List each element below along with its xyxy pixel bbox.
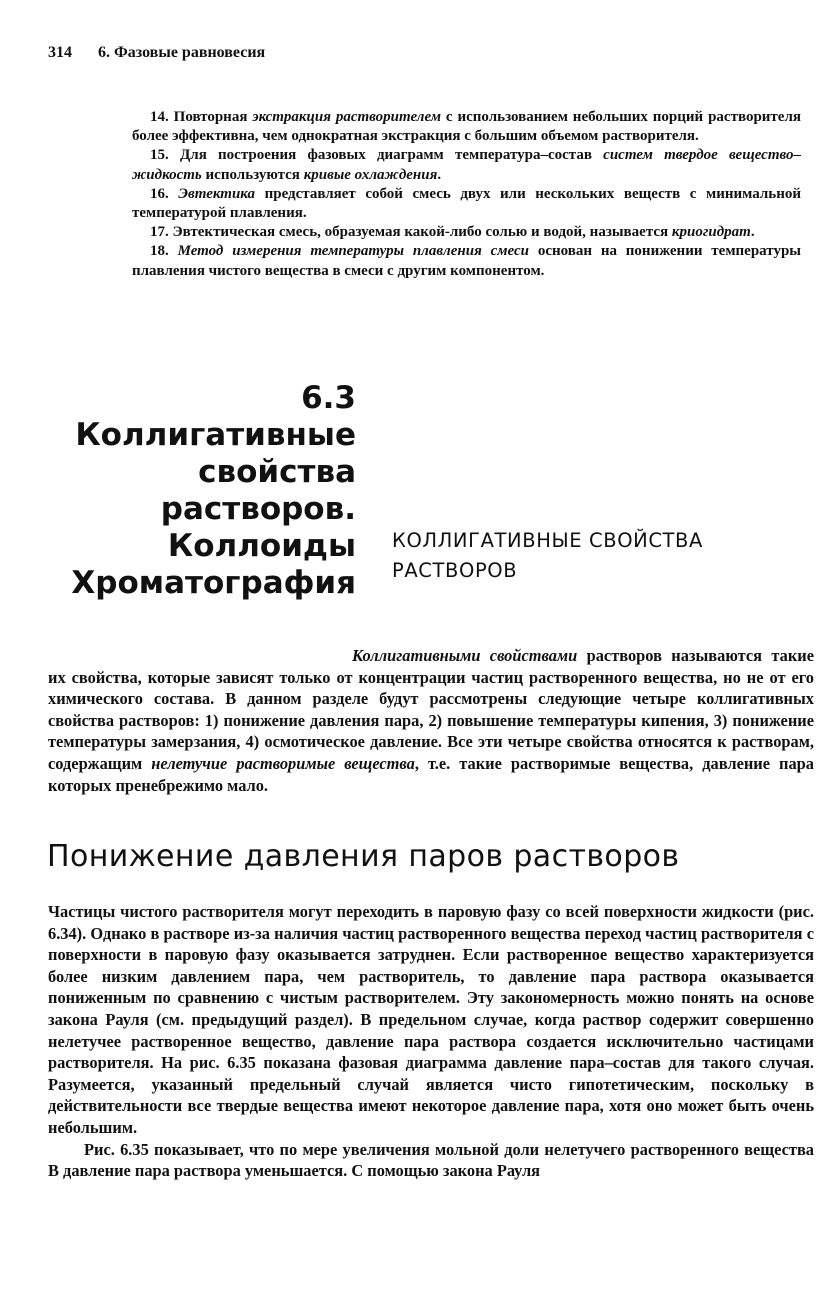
intro-paragraph: Коллигативными свойствами растворов называются такие их свойства, которые зависят только от концентрации частиц растворенного вещества, но не от его химического состава. В данном разделе будут рассмотрены следующие четыре коллигативных свойства растворов: 1) понижение давления пара, 2) повышение температуры кипения, 3) понижение температуры замерзания, 4) осмотическое давление. Все эти четыре свойства относятся к растворам, содержащим нелетучие растворимые вещества, т.е. такие растворимые вещества, давление пара которых пренебрежимо мало. [48, 646, 814, 795]
section-title-line: растворов. [160, 491, 356, 527]
summary-item-18: 18. Метод измерения температуры плавления смеси основан на понижении температуры плавления чистого вещества в смеси с другим компонентом. [132, 243, 802, 279]
section-title-line: Коллоиды [167, 528, 356, 564]
summary-item-16: 16. Эвтектика представляет собой смесь двух или нескольких веществ с минимальной температурой плавления. [132, 185, 802, 222]
section-title-line: Коллигативные [75, 417, 356, 453]
summary-item-14: 14. Повторная экстракция растворителем с использованием небольших порций растворителя более эффективна, чем однократная экстракция с большим объемом растворителя. [132, 109, 801, 145]
section-title-line: свойства [198, 454, 356, 490]
paragraph: Рис. 6.35 показывает, что по мере увеличения мольной доли нелетучего растворенного вещества B давление пара раствора уменьшается. С помощью закона Рауля [48, 1139, 814, 1181]
summary-item-17: 17. Эвтектическая смесь, образуемая какой-либо солью и водой, называется криогидрат. [150, 224, 755, 241]
subsection-heading-line: КОЛЛИГАТИВНЫЕ СВОЙСТВА [392, 529, 703, 552]
subsection-title: Понижение давления паров растворов [47, 839, 680, 874]
subsection-heading-line: РАСТВОРОВ [392, 559, 518, 582]
page-number: 314 [48, 44, 72, 61]
chapter-title: 6. Фазовые равновесия [98, 44, 266, 61]
paragraph: Частицы чистого растворителя могут переходить в паровую фазу со всей поверхности жидкости (рис. 6.34). Однако в растворе из-за наличия частиц растворенного вещества переход частиц растворителя с поверхности в паровую фазу оказывается затруднен. Если растворенное вещество характеризуется более низким давлением пара, чем растворитель, то давление пара раствора оказывается пониженным по сравнению с чистым растворителем. Эту закономерность можно понять на основе закона Рауля (см. предыдущий раздел). В предельном случае, когда раствор содержит совершенно нелетучее растворенное вещество, давление пара раствора создается исключительно частицами растворителя. На рис. 6.35 показана фазовая диаграмма давление пара–состав для такого случая. Разумеется, указанный предельный случай является чисто гипотетическим, поскольку в действительности все твердые вещества имеют некоторое давление пара, хотя оно может быть очень небольшим. [48, 902, 814, 1137]
section-heading [40, 380, 356, 602]
term-colligative: Коллигативными свойствами [352, 646, 578, 665]
section-number: 6.3 [301, 380, 356, 416]
body-text [48, 901, 814, 1182]
subsection-heading [392, 526, 703, 586]
section-title-line: Хроматография [71, 565, 356, 601]
running-header [48, 44, 265, 62]
summary-list [132, 108, 801, 281]
term-nonvolatile: нелетучие растворимые вещества [151, 753, 415, 773]
summary-item-15: 15. Для построения фазовых диаграмм температура–состав систем твердое вещество–жидкость используются кривые охлаждения. [132, 147, 801, 183]
